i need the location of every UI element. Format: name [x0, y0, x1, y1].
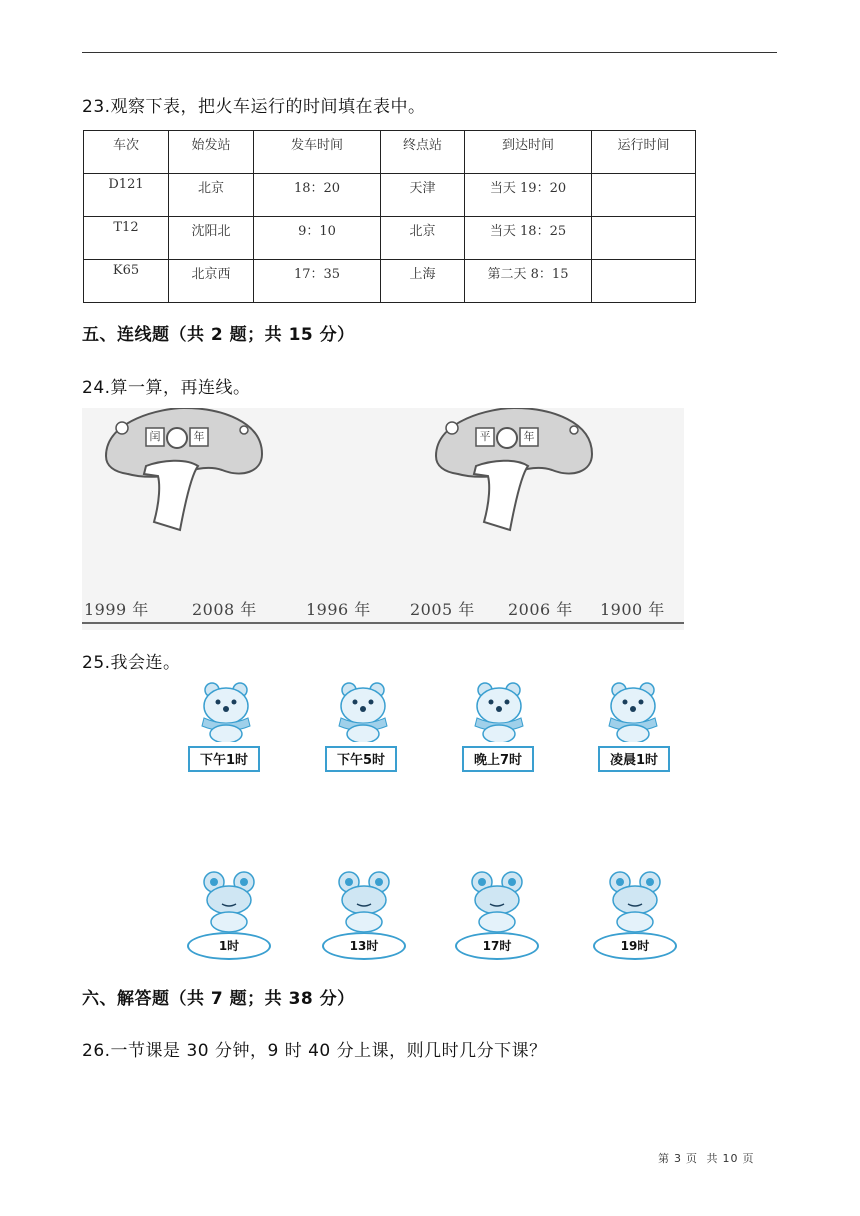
bear-icon — [609, 683, 657, 742]
mushroom-1-char-2: 年 — [193, 430, 205, 443]
answer-cell[interactable] — [592, 217, 696, 260]
footer-text: 页 — [686, 1152, 698, 1165]
table-row — [84, 174, 696, 217]
bear-time-label[interactable]: 晚上7时 — [462, 746, 534, 772]
table-cell: 北京 — [381, 217, 465, 260]
header-cell: 到达时间 — [465, 131, 592, 174]
table-cell: 天津 — [381, 174, 465, 217]
footer-text: 第 — [658, 1152, 670, 1165]
bear-icon — [339, 683, 387, 742]
table-cell: 当天 19：20 — [465, 174, 592, 217]
frog-icon — [472, 872, 522, 932]
year-label[interactable]: 2008 年 — [192, 600, 257, 619]
header-cell: 始发站 — [169, 131, 254, 174]
question-23: 23.观察下表，把火车运行的时间填在表中。 — [82, 97, 426, 117]
table-cell: K65 — [84, 260, 169, 303]
frogs-drawing — [0, 868, 860, 932]
question-24: 24.算一算，再连线。 — [82, 378, 251, 398]
question-26: 26.一节课是 30 分钟，9 时 40 分上课，则几时几分下课？ — [82, 1041, 547, 1061]
bear-time-label[interactable]: 下午5时 — [325, 746, 397, 772]
frog-icon — [204, 872, 254, 932]
table-cell: T12 — [84, 217, 169, 260]
year-label[interactable]: 1999 年 — [84, 600, 149, 619]
year-label[interactable]: 1996 年 — [306, 600, 371, 619]
table-header-row — [84, 131, 696, 174]
footer-text: 页 — [742, 1152, 755, 1165]
mushroom-1-icon — [106, 408, 262, 530]
year-label[interactable]: 2006 年 — [508, 600, 573, 619]
header-rule — [82, 52, 777, 53]
mushroom-2-icon — [436, 408, 592, 530]
table-cell: 当天 18：25 — [465, 217, 592, 260]
bear-icon — [475, 683, 523, 742]
page-total: 10 — [722, 1152, 739, 1165]
frog-icon — [339, 872, 389, 932]
bear-time-label[interactable]: 下午1时 — [188, 746, 260, 772]
bear-time-label[interactable]: 凌晨1时 — [598, 746, 670, 772]
table-cell: D121 — [84, 174, 169, 217]
bears-drawing — [0, 682, 860, 742]
page-footer — [656, 1150, 757, 1166]
section-6-title: 六、解答题（共 7 题；共 38 分） — [82, 989, 355, 1009]
table-cell: 18：20 — [254, 174, 381, 217]
header-cell: 发车时间 — [254, 131, 381, 174]
frog-time-label[interactable]: 1时 — [187, 932, 271, 960]
header-cell: 运行时间 — [592, 131, 696, 174]
frog-icon — [610, 872, 660, 932]
table-cell: 沈阳北 — [169, 217, 254, 260]
baseline-rule — [82, 622, 684, 624]
mushroom-illustration — [82, 408, 684, 630]
table-row — [84, 260, 696, 303]
mushroom-1-char-1: 闰 — [149, 430, 161, 443]
bear-icon — [202, 683, 250, 742]
frog-time-label[interactable]: 13时 — [322, 932, 406, 960]
frog-time-label[interactable]: 17时 — [455, 932, 539, 960]
header-cell: 车次 — [84, 131, 169, 174]
answer-cell[interactable] — [592, 174, 696, 217]
table-cell: 北京西 — [169, 260, 254, 303]
year-label[interactable]: 1900 年 — [600, 600, 665, 619]
mushroom-drawing — [82, 408, 684, 568]
table-cell: 17：35 — [254, 260, 381, 303]
table-cell: 北京 — [169, 174, 254, 217]
mushroom-2-char-1: 平 — [479, 430, 491, 443]
frog-time-label[interactable]: 19时 — [593, 932, 677, 960]
table-cell: 9：10 — [254, 217, 381, 260]
table-cell: 第二天 8：15 — [465, 260, 592, 303]
page-number: 3 — [674, 1152, 682, 1165]
table-cell: 上海 — [381, 260, 465, 303]
header-cell: 终点站 — [381, 131, 465, 174]
year-label[interactable]: 2005 年 — [410, 600, 475, 619]
footer-text: 共 — [706, 1152, 719, 1165]
table-row — [84, 217, 696, 260]
answer-cell[interactable] — [592, 260, 696, 303]
mushroom-2-char-2: 年 — [523, 430, 535, 443]
train-table — [83, 130, 696, 303]
section-5-title: 五、连线题（共 2 题；共 15 分） — [82, 325, 355, 345]
question-25: 25.我会连。 — [82, 653, 181, 673]
